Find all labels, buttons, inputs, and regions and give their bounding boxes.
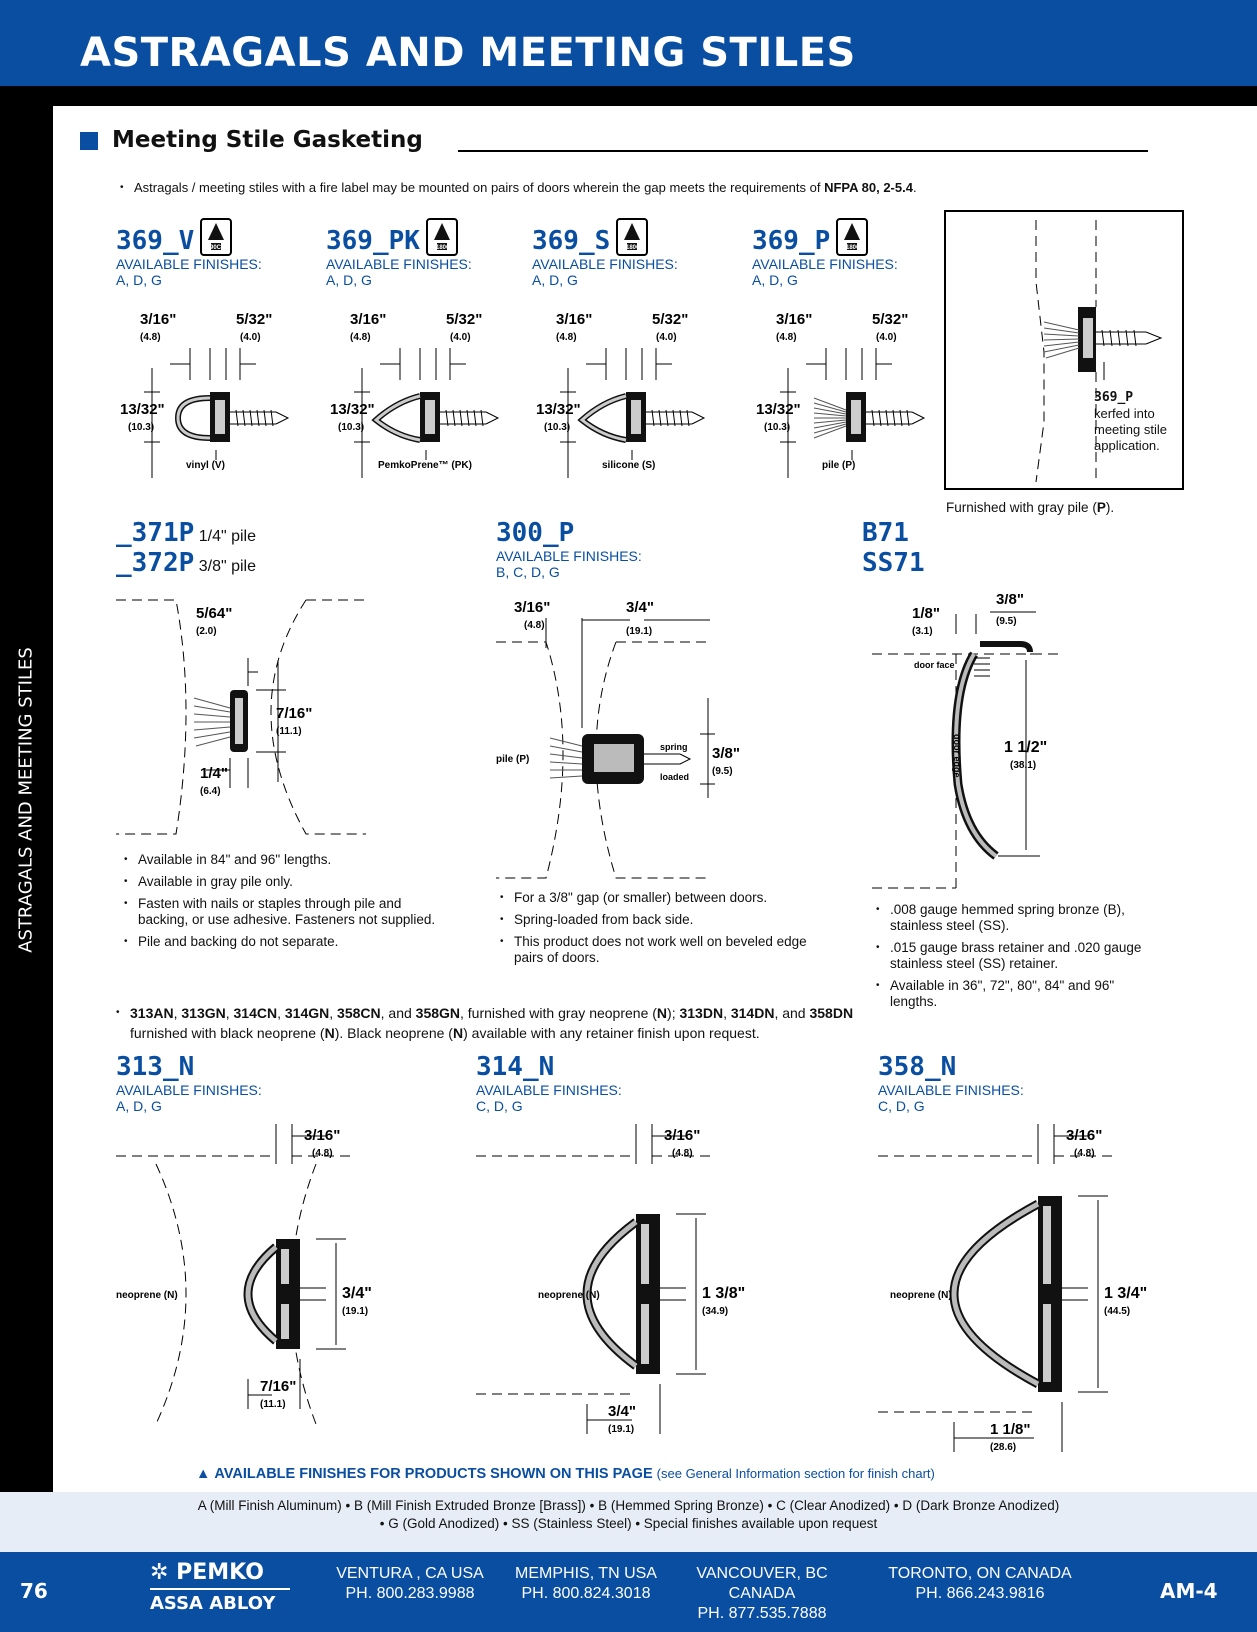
inset-note-bold: P (1096, 500, 1106, 515)
dim-right: 5/32" (652, 311, 689, 328)
dim-left-mm: (4.8) (776, 332, 797, 343)
drawing-371p (116, 598, 416, 838)
material-label: neoprene (N) (116, 1290, 178, 1301)
parent-brand: ASSA ABLOY (150, 1593, 276, 1614)
model-number: 369_S (532, 226, 611, 256)
label-edge-b71: door edge (952, 734, 962, 778)
finishes-value: A, D, G (116, 272, 162, 288)
model-number: 358_N (878, 1052, 957, 1082)
dim-height-mm-b71: (38.1) (1010, 760, 1037, 771)
finish-heading-note: (see General Information section for finish chart) (656, 1466, 935, 1481)
product-card-0 (116, 218, 262, 288)
model-371p: _371P (116, 518, 195, 548)
list-item: • Available in 36", 72", 80", 84" and 96" lengths. (876, 978, 1156, 1010)
material-label: PemkoPrene™ (PK) (378, 460, 472, 471)
dim-bottom-mm-371p: (6.4) (200, 786, 221, 797)
finishes-value: A, D, G (326, 272, 372, 288)
finish-legend (0, 1492, 1257, 1552)
list-item: • Pile and backing do not separate. (124, 934, 454, 950)
note-text: , and (774, 1005, 810, 1021)
finish-line-1: A (Mill Finish Aluminum) • B (Mill Finish Extruded Bronze [Brass]) • B (Hemmed Spring Bronze) • C (Clear Anodized) • D (Dark Bronze Anodized) (197, 1498, 1060, 1513)
finish-line-2: • G (Gold Anodized) • SS (Stainless Steel) • Special finishes available upon request (379, 1516, 878, 1531)
dim-bottom-371p: 1/4" (200, 765, 228, 782)
product-card-row3-1 (476, 1052, 622, 1114)
product-card-row3-2 (878, 1052, 1024, 1114)
page-header (0, 0, 1257, 86)
profile-drawing-0 (116, 308, 306, 488)
dim-left-mm: (4.8) (556, 332, 577, 343)
header-rule (0, 86, 1257, 106)
profile-drawing-2 (532, 308, 722, 488)
dim-top: 3/16" (664, 1127, 701, 1144)
inset-model: 369_P (1094, 390, 1134, 405)
office-0 (310, 1564, 510, 1604)
dim-height-mm: (19.1) (342, 1306, 369, 1317)
model-number: 369_V (116, 226, 195, 256)
dim-width-mm-300p: (19.1) (626, 626, 653, 637)
fire-label-text: 180C (846, 245, 861, 251)
dim-height: 13/32" (120, 401, 165, 418)
material-label: neoprene (N) (538, 1290, 600, 1301)
finishes-value: C, D, G (476, 1098, 523, 1114)
model-code: 358DN (809, 1005, 854, 1021)
dim-right-mm: (4.0) (450, 332, 471, 343)
section-marker (80, 132, 98, 150)
page-footer (0, 1552, 1257, 1632)
fire-label-text: 90C (210, 245, 222, 251)
profile-drawing-row3-0 (116, 1124, 416, 1464)
label-spring-300p: spring (660, 742, 688, 752)
dim-bottom: 7/16" (260, 1378, 297, 1395)
material-label: silicone (S) (602, 460, 656, 471)
model-code: N (452, 1025, 464, 1041)
model-code: 313AN (130, 1005, 174, 1021)
note-text: , (225, 1005, 234, 1021)
dim-height-mm: (34.9) (702, 1306, 729, 1317)
profile-drawing-3 (752, 308, 942, 488)
product-card-3 (752, 218, 898, 288)
dim-top-371p: 5/64" (196, 605, 233, 622)
drawing-300p (490, 598, 790, 888)
bullets-300p (500, 890, 810, 972)
dim-left-b71: 1/8" (912, 605, 940, 622)
finishes-value: C, D, G (878, 1098, 925, 1114)
section-title: Meeting Stile Gasketing (112, 127, 423, 153)
list-item: • .008 gauge hemmed spring bronze (B), stainless steel (SS). (876, 902, 1156, 934)
dim-top-mm-371p: (2.0) (196, 626, 217, 637)
list-item: • This product does not work well on beveled edge pairs of doors. (500, 934, 810, 966)
model-code: 313DN (679, 1005, 724, 1021)
model-code: 313GN (181, 1005, 226, 1021)
finishes-label: AVAILABLE FINISHES: (476, 1082, 622, 1098)
triangle-icon: ▲ (196, 1466, 211, 1482)
dim-height-mm-300p: (9.5) (712, 766, 733, 777)
dim-top-mm: (4.8) (1074, 1148, 1095, 1159)
note-text: ). Black neoprene ( (334, 1025, 453, 1041)
dim-left-mm: (4.8) (140, 332, 161, 343)
brand-logo (150, 1560, 290, 1585)
bullets-b71 (876, 902, 1156, 1016)
list-item: • .015 gauge brass retainer and .020 gauge stainless steel (SS) retainer. (876, 940, 1156, 972)
dim-height: 1 3/4" (1104, 1285, 1148, 1302)
dim-height: 1 3/8" (702, 1285, 746, 1302)
profile-drawing-row3-2 (878, 1124, 1178, 1464)
size-372p: 3/8" pile (198, 558, 257, 575)
model-300p: 300_P (496, 518, 575, 548)
list-item: • Spring-loaded from back side. (500, 912, 810, 928)
page-title: ASTRAGALS AND MEETING STILES (80, 30, 856, 76)
office-city: TORONTO, ON CANADA (888, 1565, 1072, 1582)
model-code: 358CN (337, 1005, 381, 1021)
dim-top: 3/16" (304, 1127, 341, 1144)
office-phone: PH. 800.283.9988 (345, 1585, 475, 1602)
note-suffix: . (912, 180, 917, 195)
material-label: neoprene (N) (890, 1290, 952, 1301)
dim-height-b71: 1 1/2" (1004, 739, 1048, 756)
model-code: 314CN (233, 1005, 278, 1021)
dim-left: 3/16" (140, 311, 177, 328)
product-card-row3-0 (116, 1052, 262, 1114)
product-card-1 (326, 218, 472, 288)
brand-rule (150, 1588, 290, 1590)
finishes-label: AVAILABLE FINISHES: (326, 256, 472, 272)
finishes-label: AVAILABLE FINISHES: (532, 256, 678, 272)
dim-left-mm: (4.8) (350, 332, 371, 343)
finishes-label: AVAILABLE FINISHES: (752, 256, 898, 272)
dim-left: 3/16" (776, 311, 813, 328)
dim-right-371p: 7/16" (276, 705, 313, 722)
dim-bottom-mm: (11.1) (260, 1399, 286, 1410)
model-code: 358GN (415, 1005, 461, 1021)
dim-right-mm: (4.0) (876, 332, 897, 343)
model-code: N (656, 1005, 668, 1021)
office-phone: PH. 800.824.3018 (521, 1585, 651, 1602)
model-code: 314DN (730, 1005, 775, 1021)
note-text: ) available with any retainer finish upon request. (463, 1025, 760, 1041)
dim-height-mm: (10.3) (764, 422, 791, 433)
dim-bottom-mm: (28.6) (990, 1442, 1017, 1453)
note-text: , (723, 1005, 731, 1021)
dim-height-300p: 3/8" (712, 745, 740, 762)
note-text: , and (380, 1005, 416, 1021)
product-300p (496, 518, 642, 580)
dim-right-mm: (4.0) (240, 332, 261, 343)
office-2 (662, 1564, 862, 1624)
dim-top-b71: 3/8" (996, 594, 1024, 608)
dim-right: 5/32" (446, 311, 483, 328)
finishes-value: A, D, G (116, 1098, 162, 1114)
model-b71: B71 (862, 518, 909, 548)
dim-bottom: 1 1/8" (990, 1421, 1031, 1438)
inset-note (946, 500, 1114, 516)
material-label: pile (P) (822, 460, 856, 471)
dim-bottom: 3/4" (608, 1403, 636, 1420)
page-number-left: 76 (20, 1579, 48, 1603)
dim-right-mm-371p: (11.1) (276, 726, 302, 737)
office-phone: PH. 877.535.7888 (697, 1605, 827, 1622)
list-item: • Available in 84" and 96" lengths. (124, 852, 454, 868)
dim-height-mm: (10.3) (338, 422, 365, 433)
list-item: • Fasten with nails or staples through pile and backing, or use adhesive. Fasteners not supplied. (124, 896, 454, 928)
inset-caption (1094, 390, 1180, 454)
pemko-logo-icon: ✲ (150, 1560, 169, 1585)
model-number: 314_N (476, 1052, 555, 1082)
finishes-label-300p: AVAILABLE FINISHES: (496, 548, 642, 564)
model-number: 369_P (752, 226, 831, 256)
note-text: furnished with black neoprene ( (130, 1025, 325, 1041)
label-pile-300p: pile (P) (496, 754, 530, 765)
dim-height: 3/4" (342, 1285, 372, 1302)
dim-right: 5/32" (236, 311, 273, 328)
fire-label-text: 180C (435, 245, 451, 251)
dim-top-mm: (4.8) (312, 1148, 333, 1159)
dim-height-mm: (10.3) (128, 422, 155, 433)
fire-label-icon (616, 218, 648, 256)
label-loaded-300p: loaded (660, 772, 690, 782)
sidebar-label: ASTRAGALS AND MEETING STILES (15, 647, 37, 953)
neoprene-note (130, 1003, 860, 1043)
size-371p: 1/4" pile (198, 528, 257, 545)
finishes-value: A, D, G (532, 272, 578, 288)
model-number: 313_N (116, 1052, 195, 1082)
profile-drawing-1 (326, 308, 516, 488)
dim-height: 13/32" (756, 401, 801, 418)
material-label: vinyl (V) (186, 460, 225, 471)
note-text: , (277, 1005, 285, 1021)
dim-bottom-mm: (19.1) (608, 1424, 635, 1435)
label-face-b71: door face (914, 660, 955, 670)
page-number-right: AM-4 (1160, 1579, 1218, 1603)
finish-heading: AVAILABLE FINISHES FOR PRODUCTS SHOWN ON THIS PAGE (214, 1466, 653, 1482)
inset-note-text: Furnished with gray pile ( (946, 500, 1097, 515)
note-bold: NFPA 80, 2-5.4 (824, 180, 913, 195)
dim-height-mm: (10.3) (544, 422, 571, 433)
office-city: VANCOUVER, BC CANADA (696, 1565, 828, 1602)
finish-legend-heading (196, 1466, 935, 1482)
product-card-2 (532, 218, 678, 288)
inset-caption-text: kerfed into meeting stile application. (1094, 406, 1167, 453)
inset-note-suffix: ). (1105, 500, 1115, 515)
profile-drawing-row3-1 (476, 1124, 776, 1464)
model-code: N (324, 1025, 335, 1041)
list-item: • For a 3/8" gap (or smaller) between doors. (500, 890, 810, 906)
finishes-300p: B, C, D, G (496, 564, 560, 580)
finishes-label: AVAILABLE FINISHES: (116, 256, 262, 272)
note-text: , (173, 1005, 182, 1021)
bullets-371p (124, 852, 454, 956)
model-ss71: SS71 (862, 548, 925, 578)
list-item: • Available in gray pile only. (124, 874, 454, 890)
model-number: 369_PK (326, 226, 420, 256)
dim-top: 3/16" (1066, 1127, 1103, 1144)
dim-height-mm: (44.5) (1104, 1306, 1131, 1317)
office-1 (486, 1564, 686, 1604)
office-city: MEMPHIS, TN USA (515, 1565, 657, 1582)
section-rule (458, 150, 1148, 152)
dim-right-mm: (4.0) (656, 332, 677, 343)
fire-label-icon (426, 218, 458, 256)
fire-label-text: 180C (626, 245, 641, 251)
drawing-b71 (870, 594, 1140, 894)
fire-label-note (134, 180, 917, 196)
note-text: , (329, 1005, 338, 1021)
product-b71 (862, 518, 925, 578)
finishes-label: AVAILABLE FINISHES: (116, 1082, 262, 1098)
fire-label-icon (836, 218, 868, 256)
office-3 (880, 1564, 1080, 1604)
dim-top-mm: (4.8) (672, 1148, 693, 1159)
finishes-label: AVAILABLE FINISHES: (878, 1082, 1024, 1098)
product-371p (116, 518, 256, 578)
dim-left-300p: 3/16" (514, 599, 551, 616)
office-city: VENTURA , CA USA (336, 1565, 484, 1582)
brand-name: PEMKO (176, 1560, 264, 1585)
dim-right: 5/32" (872, 311, 909, 328)
brand-block (150, 1560, 290, 1614)
dim-width-300p: 3/4" (626, 599, 654, 616)
dim-height: 13/32" (536, 401, 581, 418)
dim-left: 3/16" (350, 311, 387, 328)
office-phone: PH. 866.243.9816 (915, 1585, 1045, 1602)
fire-label-icon (200, 218, 232, 256)
model-code: 314GN (284, 1005, 330, 1021)
finishes-value: A, D, G (752, 272, 798, 288)
dim-left: 3/16" (556, 311, 593, 328)
model-372p: _372P (116, 548, 195, 578)
note-text: Astragals / meeting stiles with a fire label may be mounted on pairs of doors wherein the gap meets the requirements of (134, 180, 825, 195)
dim-top-mm-b71: (9.5) (996, 616, 1017, 627)
note-text: , furnished with gray neoprene ( (460, 1005, 657, 1021)
dim-left-mm-b71: (3.1) (912, 626, 933, 637)
note-text: ); (667, 1005, 680, 1021)
dim-left-mm-300p: (4.8) (524, 620, 545, 631)
dim-height: 13/32" (330, 401, 375, 418)
